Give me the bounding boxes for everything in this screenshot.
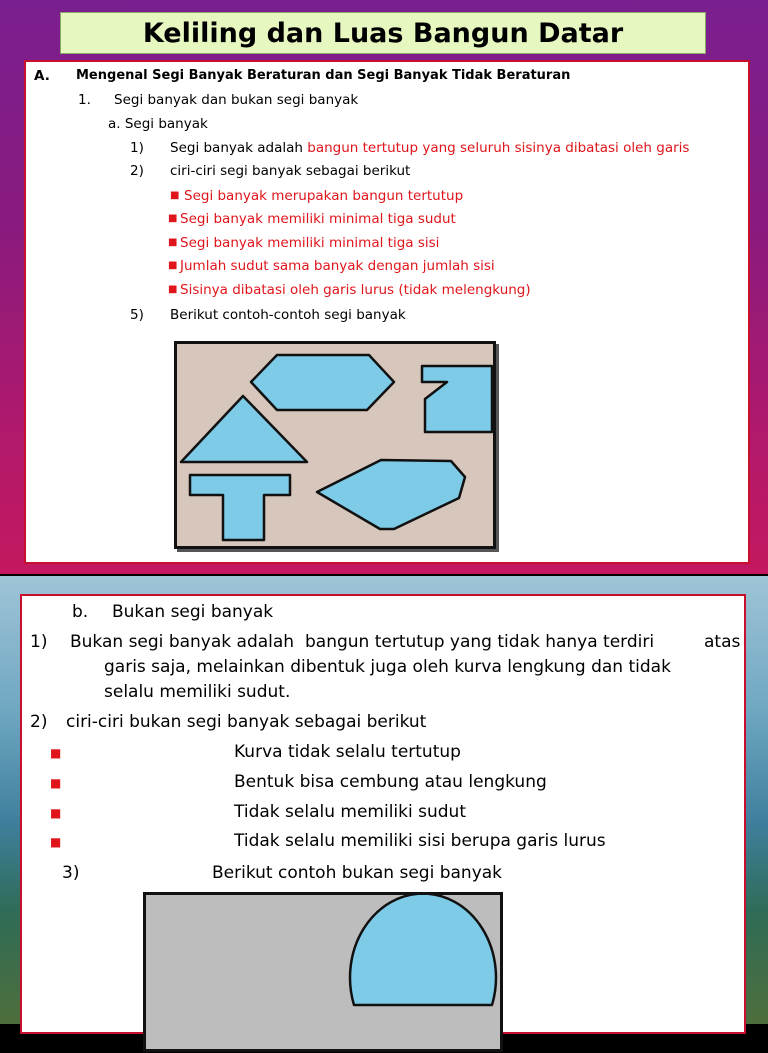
section-heading: Mengenal Segi Banyak Beraturan dan Segi Banyak Tidak Beraturan	[76, 68, 571, 83]
list-item: Segi banyak memiliki minimal tiga sisi	[180, 235, 440, 251]
bullet-icon: ■	[168, 284, 178, 295]
item1-label: Segi banyak adalah	[170, 140, 303, 156]
item1-number: 1)	[130, 140, 144, 156]
irregular-hexagon-shape	[317, 460, 465, 529]
list-item: Kurva tidak selalu tertutup	[234, 742, 461, 762]
list-item: Tidak selalu memiliki sisi berupa garis lurus	[234, 831, 606, 851]
slide-title: Keliling dan Luas Bangun Datar	[60, 12, 706, 54]
item3-number: 3)	[62, 863, 80, 883]
list-item: Sisinya dibatasi oleh garis lurus (tidak melengkung)	[180, 282, 531, 298]
sub1-number: 1.	[78, 92, 91, 108]
item2-number: 2)	[30, 712, 48, 732]
list-item: Tidak selalu memiliki sudut	[234, 802, 466, 822]
item1-text	[170, 140, 689, 156]
item2-text: ciri-ciri bukan segi banyak sebagai berikut	[66, 712, 427, 732]
sub-b-marker: b.	[72, 602, 89, 622]
content-panel-2	[20, 594, 746, 1034]
l-shape	[422, 366, 492, 432]
non-polygon-examples-figure	[143, 892, 503, 1052]
item5-number: 5)	[130, 307, 144, 323]
bullet-icon: ■	[168, 237, 178, 248]
item1-definition-line1: bangun tertutup yang tidak hanya terdiri	[305, 632, 655, 652]
list-item: Jumlah sudut sama banyak dengan jumlah sisi	[180, 258, 495, 274]
item1-definition: bangun tertutup yang seluruh sisinya dibatasi oleh garis	[307, 140, 690, 156]
list-item: Segi banyak memiliki minimal tiga sudut	[180, 211, 456, 227]
t-shape	[190, 475, 290, 540]
list-item: Segi banyak merupakan bangun tertutup	[184, 188, 464, 204]
item1-text: Bukan segi banyak adalah	[70, 632, 295, 652]
sub-a-heading: a. Segi banyak	[108, 116, 208, 132]
slide-2	[0, 576, 768, 1024]
item1-definition-atas: atas	[704, 632, 741, 652]
item1-definition-line3: selalu memiliki sudut.	[104, 682, 291, 702]
content-panel-1	[24, 60, 750, 564]
bullet-icon: ■	[168, 260, 178, 271]
sub1-text: Segi banyak dan bukan segi banyak	[114, 92, 359, 108]
polygon-examples-figure	[174, 341, 496, 549]
section-marker: A.	[34, 68, 50, 84]
bullet-icon: ■	[168, 213, 178, 224]
non-polygon-shapes	[146, 895, 500, 1049]
item2-number: 2)	[130, 163, 144, 179]
hexagon-shape	[251, 355, 394, 410]
sub-b-heading: Bukan segi banyak	[112, 602, 274, 622]
item1-number: 1)	[30, 632, 48, 652]
list-item: Bentuk bisa cembung atau lengkung	[234, 772, 547, 792]
bullet-icon: ■	[50, 806, 62, 820]
bullet-icon: ■	[50, 746, 62, 760]
item1-definition-line2: garis saja, melainkan dibentuk juga oleh kurva lengkung dan tidak	[104, 657, 671, 677]
bullet-icon: ■	[50, 835, 62, 849]
bullet-icon: ■	[170, 190, 180, 201]
item2-text: ciri-ciri segi banyak sebagai berikut	[170, 163, 411, 179]
polygon-shapes	[177, 344, 493, 546]
item3-text: Berikut contoh bukan segi banyak	[212, 863, 503, 883]
semicircle-shape	[350, 895, 496, 1005]
bullet-icon: ■	[50, 776, 62, 790]
item5-text: Berikut contoh-contoh segi banyak	[170, 307, 406, 323]
